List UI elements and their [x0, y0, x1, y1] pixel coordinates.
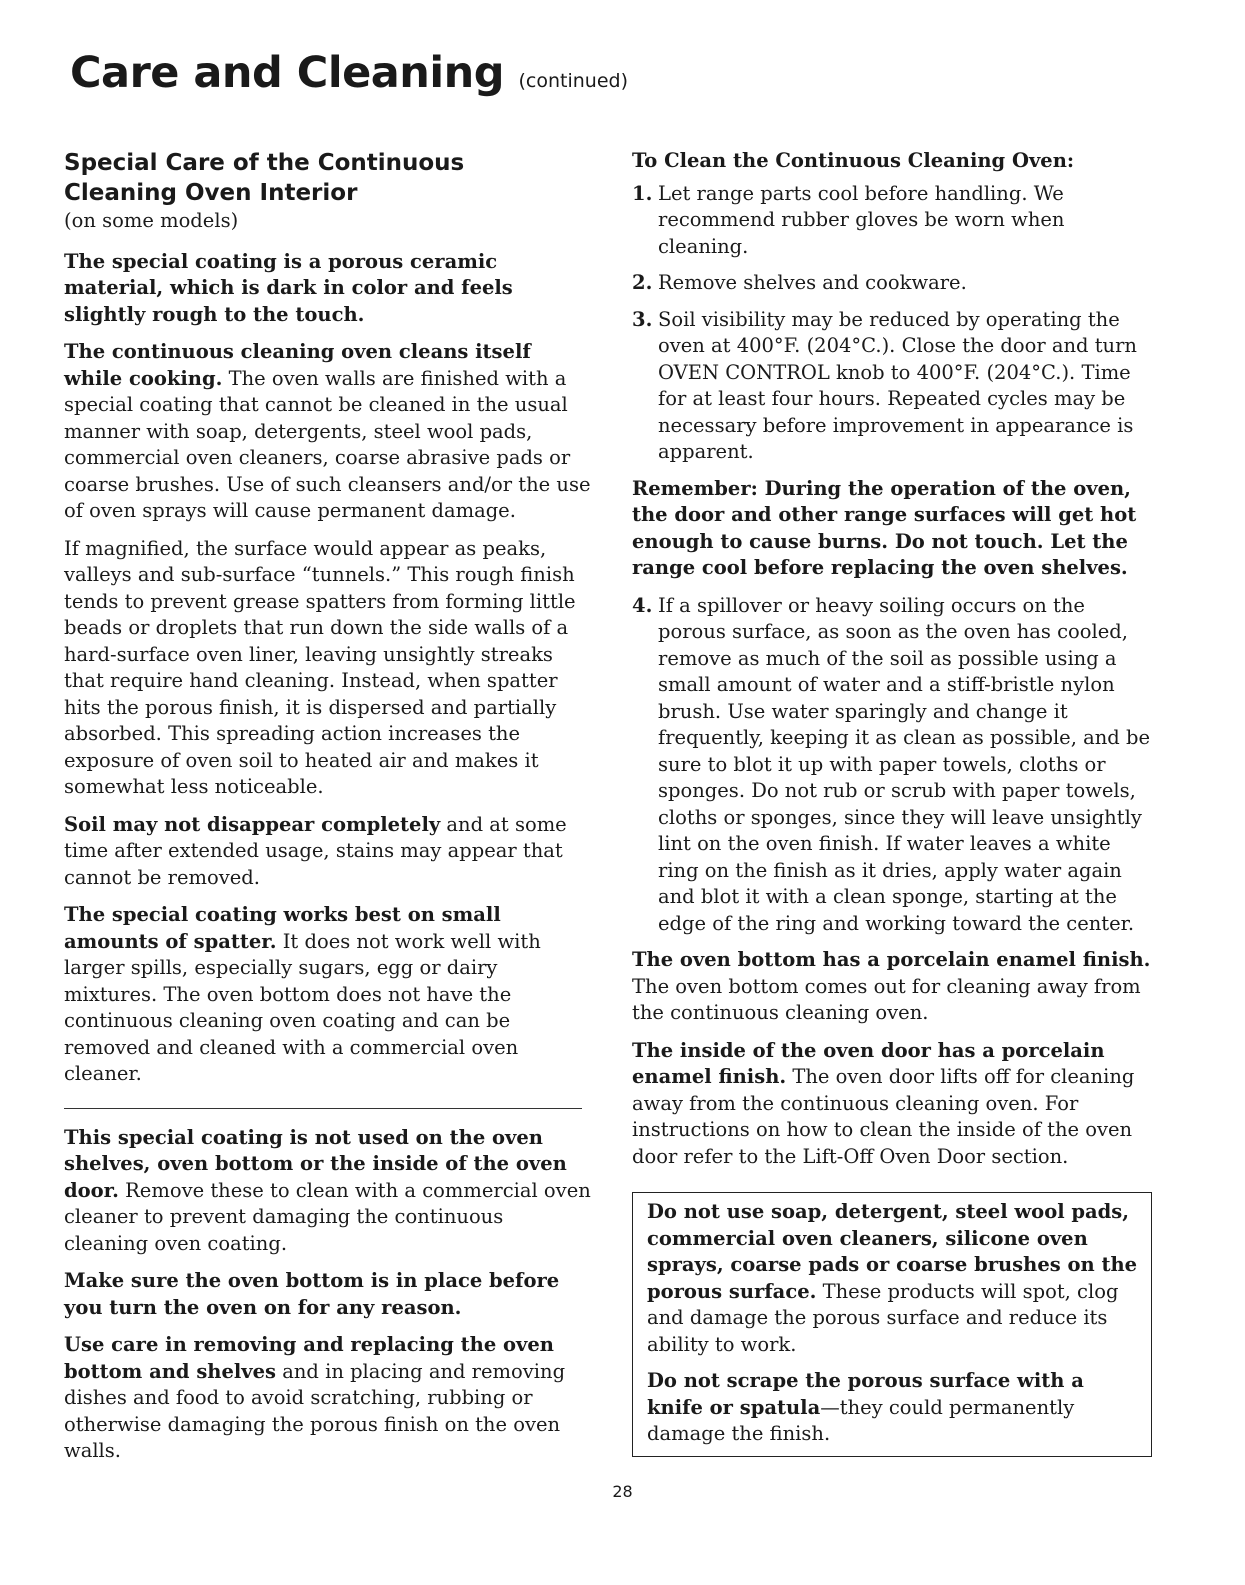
step-text: Remove shelves and cookware.: [658, 271, 967, 294]
step-text: If a spillover or heavy soiling occurs on the porous surface, as soon as the oven has cooled, remove as much of the soil as possible using a small amount of water and a stiff-bristle nylon brush. Use water sparingly and change it frequently, keeping it as clean as possible, and be sure to blot it up with paper towels, cloths or sponges. Do not rub or scrub with paper towels, cloths or sponges, since they will leave unsightly lint on the oven finish. If water leaves a white ring on the finish as it dries, apply water again and blot it with a clean sponge, starting at the edge of the ring and working toward the center.: [658, 593, 1151, 935]
spatter-bold: The special coating works best on small amounts of spatter.: [64, 903, 501, 953]
bottom-in-place-bold: Make sure the oven bottom is in place before you turn the oven on for any reason.: [64, 1269, 560, 1319]
step-text: Soil visibility may be reduced by operating the oven at 400°F. (204°C.). Close the door and turn OVEN CONTROL knob to 400°F. (204°C.). Time for at least four hours. Repeated cycles may be necessary before improvement in appearance is apparent.: [658, 307, 1137, 463]
oven-door-bold: The inside of the oven door has a porcelain enamel finish.: [632, 1038, 1105, 1088]
oven-bottom-bold: The oven bottom has a porcelain enamel finish.: [632, 948, 1151, 971]
step-item: [632, 181, 1152, 261]
paragraph-coating: [64, 249, 592, 329]
step-number: 2.: [632, 271, 653, 294]
step-number: 1.: [632, 181, 653, 205]
warning-do-not-scrape-bold: Do not scrape the porous surface with a knife or spatula: [647, 1369, 1084, 1419]
self-clean-text: The oven walls are finished with a special coating that cannot be cleaned in the usual manner with soap, detergents, steel wool pads, commercial oven cleaners, coarse abrasive pads or coarse brushes. Use of such cleansers and/or the use of oven sprays will cause permanent damage.: [64, 366, 591, 522]
paragraph-oven-bottom: [632, 947, 1152, 1027]
magnified-text: If magnified, the surface would appear as peaks, valleys and sub-surface “tunnels.” This rough finish tends to prevent grease spatters from forming little beads or droplets that run down the side walls of a hard-surface oven liner, leaving unsightly streaks that require hand cleaning. Instead, when spatter hits the porous finish, it is dispersed and partially absorbed. This spreading action increases the exposure of oven soil to heated air and makes it somewhat less noticeable.: [64, 536, 576, 798]
warning-do-not-scrape-text: —they could permanently damage the finish.: [647, 1395, 1075, 1445]
oven-door-text: The oven door lifts off for cleaning away from the continuous cleaning oven. For instructions on how to clean the inside of the oven door refer to the Lift-Off Oven Door section.: [632, 1065, 1135, 1168]
use-care-bold: Use care in removing and replacing the oven bottom and shelves: [64, 1333, 554, 1383]
coating-bold: The special coating is a porous ceramic material, which is dark in color and feels slightly rough to the touch.: [64, 249, 513, 326]
paragraph-soil: [64, 812, 592, 892]
paragraph-self-clean: [64, 339, 592, 525]
paragraph-spatter: [64, 902, 592, 1088]
soil-text: and at some time after extended usage, stains may appear that cannot be removed.: [64, 812, 567, 889]
paragraph-oven-door: [632, 1038, 1152, 1171]
paragraph-use-care: [64, 1332, 592, 1465]
paragraph-magnified: [64, 536, 592, 801]
left-column: [64, 148, 592, 1476]
warning-do-not-use: [647, 1199, 1139, 1358]
section-title: [64, 148, 592, 208]
step-item: [632, 593, 1152, 938]
section-title-line-1: Special Care of the Continuous: [64, 150, 465, 176]
page-title: [70, 48, 628, 98]
self-clean-bold: The continuous cleaning oven cleans itself while cooking.: [64, 340, 531, 390]
section-title-line-2: Cleaning Oven Interior: [64, 180, 358, 206]
oven-bottom-text: The oven bottom comes out for cleaning away from the continuous cleaning oven.: [632, 974, 1141, 1024]
step-item: [632, 307, 1152, 466]
warning-do-not-use-text: These products will spot, clog and damage the porous surface and reduce its ability to work.: [647, 1279, 1119, 1356]
remember-warning: [632, 476, 1152, 582]
step-number: 4.: [632, 593, 653, 617]
howto-title: To Clean the Continuous Cleaning Oven:: [632, 149, 1075, 172]
warning-do-not-scrape: [647, 1368, 1139, 1448]
not-used-bold: This special coating is not used on the oven shelves, oven bottom or the inside of the oven door.: [64, 1125, 567, 1202]
warning-do-not-use-bold: Do not use soap, detergent, steel wool pads, commercial oven cleaners, silicone oven sprays, coarse pads or coarse brushes on the porous surface.: [647, 1200, 1138, 1303]
step-item: [632, 270, 1152, 297]
models-note: (on some models): [64, 209, 239, 232]
title-continued: (continued): [518, 70, 629, 92]
paragraph-not-used: [64, 1125, 592, 1258]
use-care-text: and in placing and removing dishes and food to avoid scratching, rubbing or otherwise damaging the porous finish on the oven walls.: [64, 1359, 566, 1462]
soil-bold: Soil may not disappear completely: [64, 812, 441, 836]
page-number: 28: [612, 1482, 633, 1501]
step-text: Let range parts cool before handling. We recommend rubber gloves be worn when cleaning.: [658, 181, 1065, 258]
remember-bold: Remember: During the operation of the oven, the door and other range surfaces will get hot enough to cause burns. Do not touch. Let the range cool before replacing the oven shelves.: [632, 476, 1137, 579]
paragraph-bottom-in-place: [64, 1268, 592, 1321]
right-column: [632, 148, 1152, 1457]
warning-box: [632, 1192, 1152, 1457]
step-number: 3.: [632, 307, 653, 331]
spatter-text: It does not work well with larger spills, especially sugars, egg or dairy mixtures. The oven bottom does not have the continuous cleaning oven coating and can be removed and cleaned with a commercial oven cleaner.: [64, 929, 541, 1085]
page-title-text: Care and Cleaning: [70, 48, 505, 98]
divider: [64, 1108, 582, 1109]
not-used-text: Remove these to clean with a commercial oven cleaner to prevent damaging the continuous cleaning oven coating.: [64, 1178, 591, 1255]
